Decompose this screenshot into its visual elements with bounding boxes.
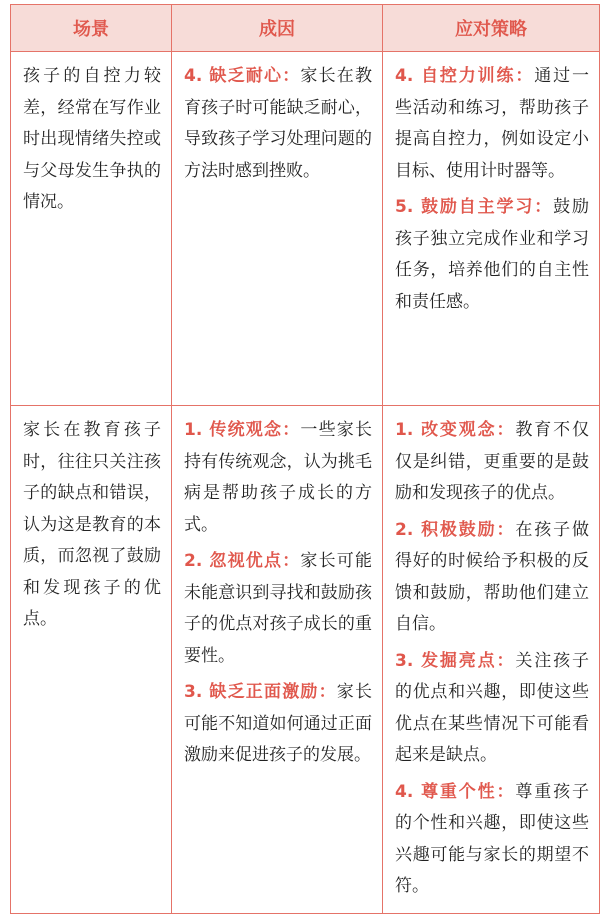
cause-text: 一些家长持有传统观念，认为挑毛病是帮助孩子成长的方式。 [184,420,372,535]
table-header-row [11,5,600,52]
strategy-label: 2. 积极鼓励： [395,519,516,540]
strategy-label: 5. 鼓励自主学习： [395,197,554,217]
strategy-text: 教育不仅仅是纠错，更重要的是鼓励和发现孩子的优点。 [395,420,589,503]
table-row [11,406,600,914]
table-row [11,52,600,406]
strategy-item [395,61,589,187]
strategy-cell [383,406,600,914]
strategy-label: 3. 发掘亮点： [395,650,516,671]
strategy-item [395,777,589,903]
strategy-table-container [10,4,599,914]
cause-text: 家长在教育孩子时可能缺乏耐心，导致孩子学习处理问题的方法时感到挫败。 [184,66,372,181]
scene-cell: 孩子的自控力较差，经常在写作业时出现情绪失控或与父母发生争执的情况。 [11,52,172,406]
cause-text: 家长可能未能意识到寻找和鼓励孩子的优点对孩子成长的重要性。 [184,551,372,666]
cause-item [184,415,372,541]
strategy-table [10,4,600,914]
cause-text: 家长可能不知道如何通过正面激励来促进孩子的发展。 [184,682,372,765]
cause-item [184,61,372,187]
cause-item [184,677,372,772]
strategy-text: 尊重孩子的个性和兴趣，即使这些兴趣可能与家长的期望不符。 [395,781,589,896]
header-strategy: 应对策略 [383,5,600,52]
scene-cell: 家长在教育孩子时，往往只关注孩子的缺点和错误，认为这是教育的本质，而忽视了鼓励和发现孩子的优点。 [11,406,172,914]
strategy-label: 4. 尊重个性： [395,781,516,802]
strategy-label: 4. 自控力训练： [395,66,535,86]
strategy-label: 1. 改变观念： [395,420,516,440]
strategy-item [395,192,589,318]
cause-cell [172,52,383,406]
strategy-text: 关注孩子的优点和兴趣，即使这些优点在某些情况下可能看起来是缺点。 [395,650,589,765]
strategy-text: 通过一些活动和练习，帮助孩子提高自控力，例如设定小目标、使用计时器等。 [395,66,589,181]
strategy-item [395,646,589,772]
cause-label: 4. 缺乏耐心： [184,66,301,86]
header-scene: 场景 [11,5,172,52]
cause-cell [172,406,383,914]
header-cause: 成因 [172,5,383,52]
cause-label: 3. 缺乏正面激励： [184,682,337,702]
strategy-item [395,415,589,510]
cause-item [184,546,372,672]
cause-label: 2. 忽视优点： [184,551,301,571]
strategy-item [395,515,589,641]
strategy-text: 在孩子做得好的时候给予积极的反馈和鼓励，帮助他们建立自信。 [395,519,589,634]
cause-label: 1. 传统观念： [184,420,301,440]
strategy-cell [383,52,600,406]
strategy-text: 鼓励孩子独立完成作业和学习任务，培养他们的自主性和责任感。 [395,197,589,312]
